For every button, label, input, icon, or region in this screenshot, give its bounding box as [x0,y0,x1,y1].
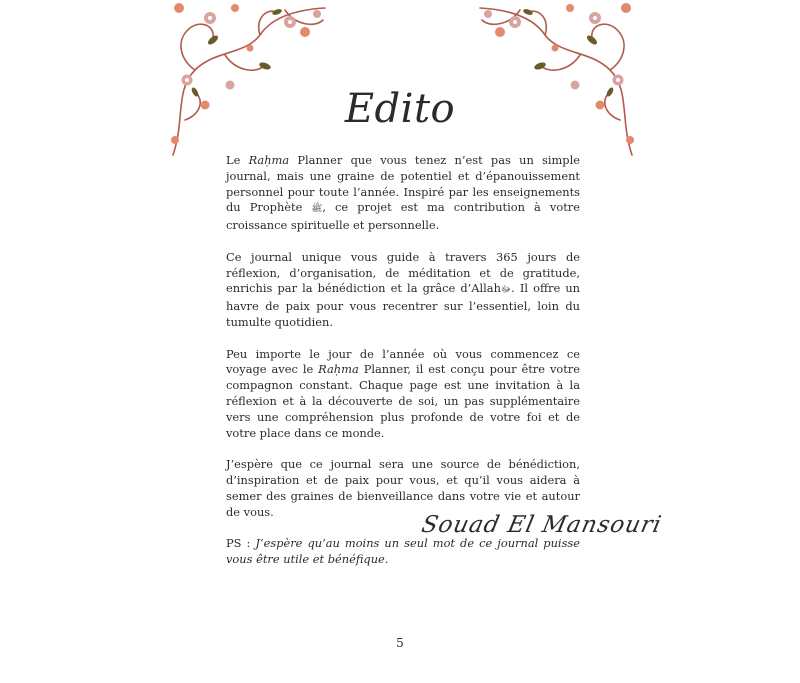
floral-corner-right-ornament [470,0,640,160]
postscript [226,536,580,568]
jalla-jalaluhu-symbol: ﷻ [500,285,512,296]
salawat-symbol: ﷺ [311,204,323,215]
page-number: 5 [396,636,404,650]
signature: Souad El Mansouri [419,512,665,538]
brand-name: Raḥma [248,153,290,167]
paragraph-1: Le Raḥma Planner que vous tenez n’est pas un simple journal, mais une graine de potentiel et d’épanouissement personnel pour toute l’année. Inspiré par les enseignements du Prophète ﷺ, ce projet est ma contribution à votre croissance spirituelle et personnelle. [226,153,580,233]
paragraph-3: Peu importe le jour de l’année où vous commencez ce voyage avec le Raḥma Planner, il est conçu pour être votre compagnon constant. Chaque page est une invitation à la réflexion et à la découverte de soi, un pas supplémentaire vers une compréhension plus profonde de votre foi et de votre place dans ce monde. [226,346,580,440]
floral-corner-left-ornament [165,0,335,160]
ps-label: PS : [226,536,256,551]
brand-name: Raḥma [318,362,359,377]
ps-text: J’espère qu’au moins un seul mot de ce journal puisse vous être utile et bénéfique. [226,536,581,566]
page-title: Edito [344,86,456,132]
paragraph-4: J’espère que ce journal sera une source de bénédiction, d’inspiration et de paix pour vous, et qu’il vous aidera à semer des graines de bienveillance dans votre vie et autour de vous. [226,457,580,519]
paragraph-2: Ce journal unique vous guide à travers 365 jours de réflexion, d’organisation, de méditation et de gratitude, enrichis par la bénédiction et la grâce d’Allahﷻ. Il offre un havre de paix pour vous recentrer sur l’essentiel, loin du tumulte quotidien. [226,249,581,329]
